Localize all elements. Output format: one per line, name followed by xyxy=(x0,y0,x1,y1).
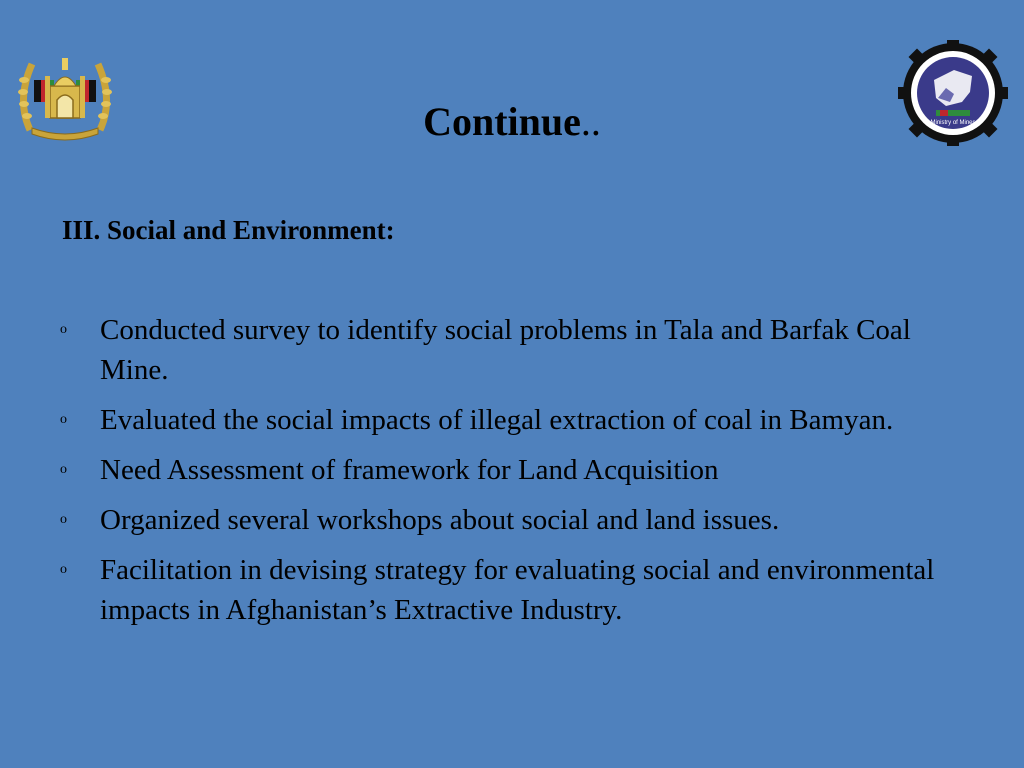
bullet-marker: o xyxy=(60,462,67,477)
svg-text:Ministry of Mines: Ministry of Mines xyxy=(930,120,976,126)
section-heading: III. Social and Environment: xyxy=(62,215,395,245)
bullet-text: Organized several workshops about social and land issues. xyxy=(100,504,780,536)
bullet-text: Evaluated the social impacts of illegal extraction of coal in Bamyan. xyxy=(100,404,894,436)
bullet-item xyxy=(60,550,960,630)
bullet-marker: o xyxy=(60,562,67,577)
bullet-list xyxy=(60,310,960,640)
bullet-marker: o xyxy=(60,412,67,427)
bullet-text: Need Assessment of framework for Land Acquisition xyxy=(100,454,719,486)
bullet-item xyxy=(60,450,960,490)
title-text: Continue xyxy=(423,99,581,144)
bullet-marker: o xyxy=(60,322,67,337)
bullet-marker: o xyxy=(60,512,67,527)
bullet-text: Conducted survey to identify social problems in Tala and Barfak Coal Mine. xyxy=(100,314,911,386)
bullet-text: Facilitation in devising strategy for evaluating social and environmental impacts in Afghanistan’s Extractive Industry. xyxy=(100,554,935,626)
title-suffix: .. xyxy=(580,99,601,144)
bullet-item xyxy=(60,400,960,440)
bullet-item xyxy=(60,310,960,390)
slide-title xyxy=(0,98,1024,146)
bullet-item xyxy=(60,500,960,540)
